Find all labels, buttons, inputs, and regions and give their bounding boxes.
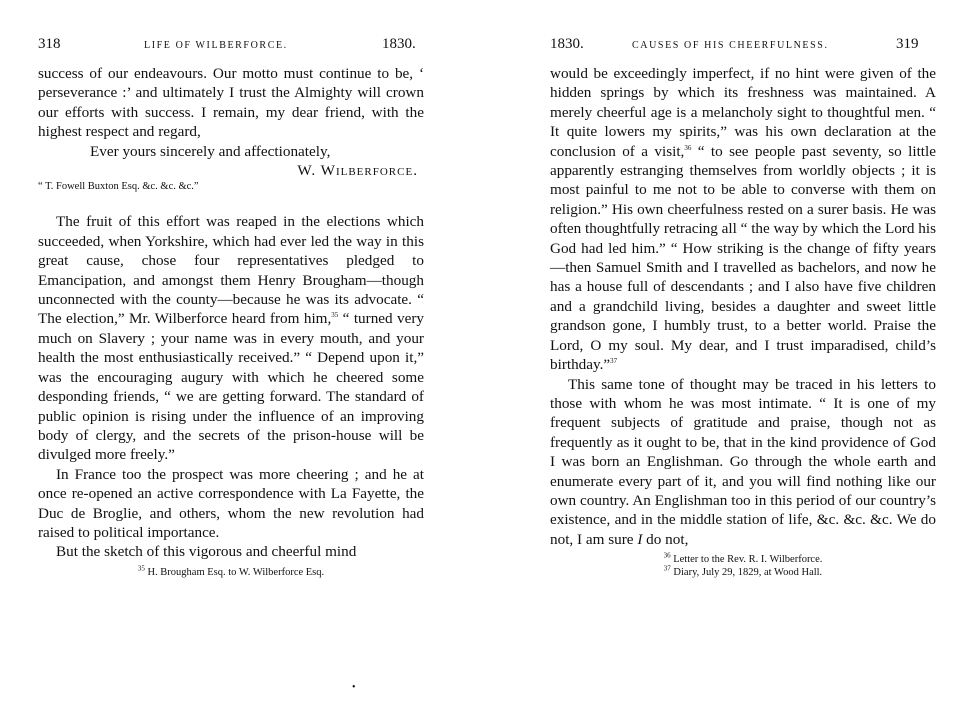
- paragraph-france: In France too the prospect was more cheering ; and he at once re-opened an active correspondence with La Fayette, the Duc de Broglie, and others, whom the new revolution had raised to political importance.: [38, 465, 424, 541]
- footnote-ref-35: 35: [331, 311, 339, 320]
- page-number-right: 319: [896, 36, 919, 52]
- footnote-ref-36: 36: [684, 143, 692, 152]
- footnote-37: $^{37}$ Diary, July 29, 1829, at Wood Hall.: [663, 564, 823, 579]
- left-body-text: [38, 64, 424, 579]
- year-right: 1830.: [550, 36, 584, 52]
- page-mark: •: [352, 682, 356, 693]
- right-body-text: [550, 64, 936, 579]
- page-number-left: 318: [38, 36, 61, 52]
- signature: W. Wilberforce.: [297, 162, 418, 180]
- paragraph-springs: would be exceedingly imperfect, if no hint were given of the hidden springs by which its freshness was maintained. A merely cheerful age is a melancholy sight to thoughtful men. “ It quite lowers my spirits,” was his own declaration at the conclusion of a visit,$^{36}$ “ to see people past seventy, so little apparently estranging themselves from worldly objects ; it is most painful to me not to be able to converse with them on religion.” His own cheerfulness rested on a surer basis. He was often thoughtfully retracing all “ the way by which the Lord his God had led him.” “ How striking is the change of fifty years—then Samuel Smith and I travelled as bachelors, and now he has a house full of descendants ; and I also have five children and a grandchild living, besides a daughter and sweet little grandson gone, I humbly trust, to a better world. Praise the Lord, O my soul. My dear, and I trust imparadised, child’s birthday.”$^{37}$: [550, 65, 936, 374]
- footnote-36: $^{36}$ Letter to the Rev. R. I. Wilberforce.: [663, 551, 823, 566]
- footnotes-left: [38, 566, 424, 579]
- footnote-35: $^{35}$ H. Brougham Esq. to W. Wilberforce Esq.: [137, 564, 325, 578]
- paragraph-englishman: This same tone of thought may be traced in his letters to those with whom he was most intimate. “ It is one of my frequent subjects of gratitude and praise, though not as frequently as it ought to be, that in the kind providence of God I was born an Englishman. Go through the whole earth and enumerate every part of it, and you will find nothing like our own country. An Englishman too in this period of our country’s existence, and in the middle station of life, &c. &c. &c. We do not, I am sure I do not,: [550, 375, 936, 548]
- running-title-left: LIFE OF WILBERFORCE.: [144, 40, 288, 51]
- running-head-left: [38, 36, 424, 64]
- year-left: 1830.: [382, 36, 416, 52]
- paragraph-sketch: But the sketch of this vigorous and cheerful mind: [56, 543, 357, 561]
- signoff: Ever yours sincerely and affectionately,: [90, 142, 331, 160]
- running-head-right: [550, 36, 936, 64]
- paragraph-elections: The fruit of this effort was reaped in the elections which succeeded, when Yorkshire, which had ever led the way in this great cause, chose four representatives pledged to Emancipation, and amongst them Henry Brougham—though unconnected with the county—because he was its advocate. “ The election,” Mr. Wilberforce heard from him,$^{35}$ “ turned very much on Slavery ; your name was in every mouth, and your health the most enthusiastically received.” “ Depend upon it,” was the encouraging augury with which he cheered some desponding friends, “ we are getting forward. The standard of public opinion is rising under the influence of an improving body of clergy, and the secrets of the prison-house will be divulged more freely.”: [38, 213, 425, 464]
- letter-close: success of our endeavours. Our motto must continue to be, ‘ perseverance :’ and ultimately I trust the Almighty will crown our efforts with success. I remain, my dear friend, with the highest respect and regard,: [38, 65, 424, 141]
- footnotes-right: [550, 553, 936, 579]
- right-page: [490, 0, 980, 705]
- recipient-line: “ T. Fowell Buxton Esq. &c. &c. &c.”: [38, 181, 199, 193]
- footnote-ref-37: 37: [610, 357, 618, 366]
- running-title-right: CAUSES OF HIS CHEERFULNESS.: [632, 40, 829, 51]
